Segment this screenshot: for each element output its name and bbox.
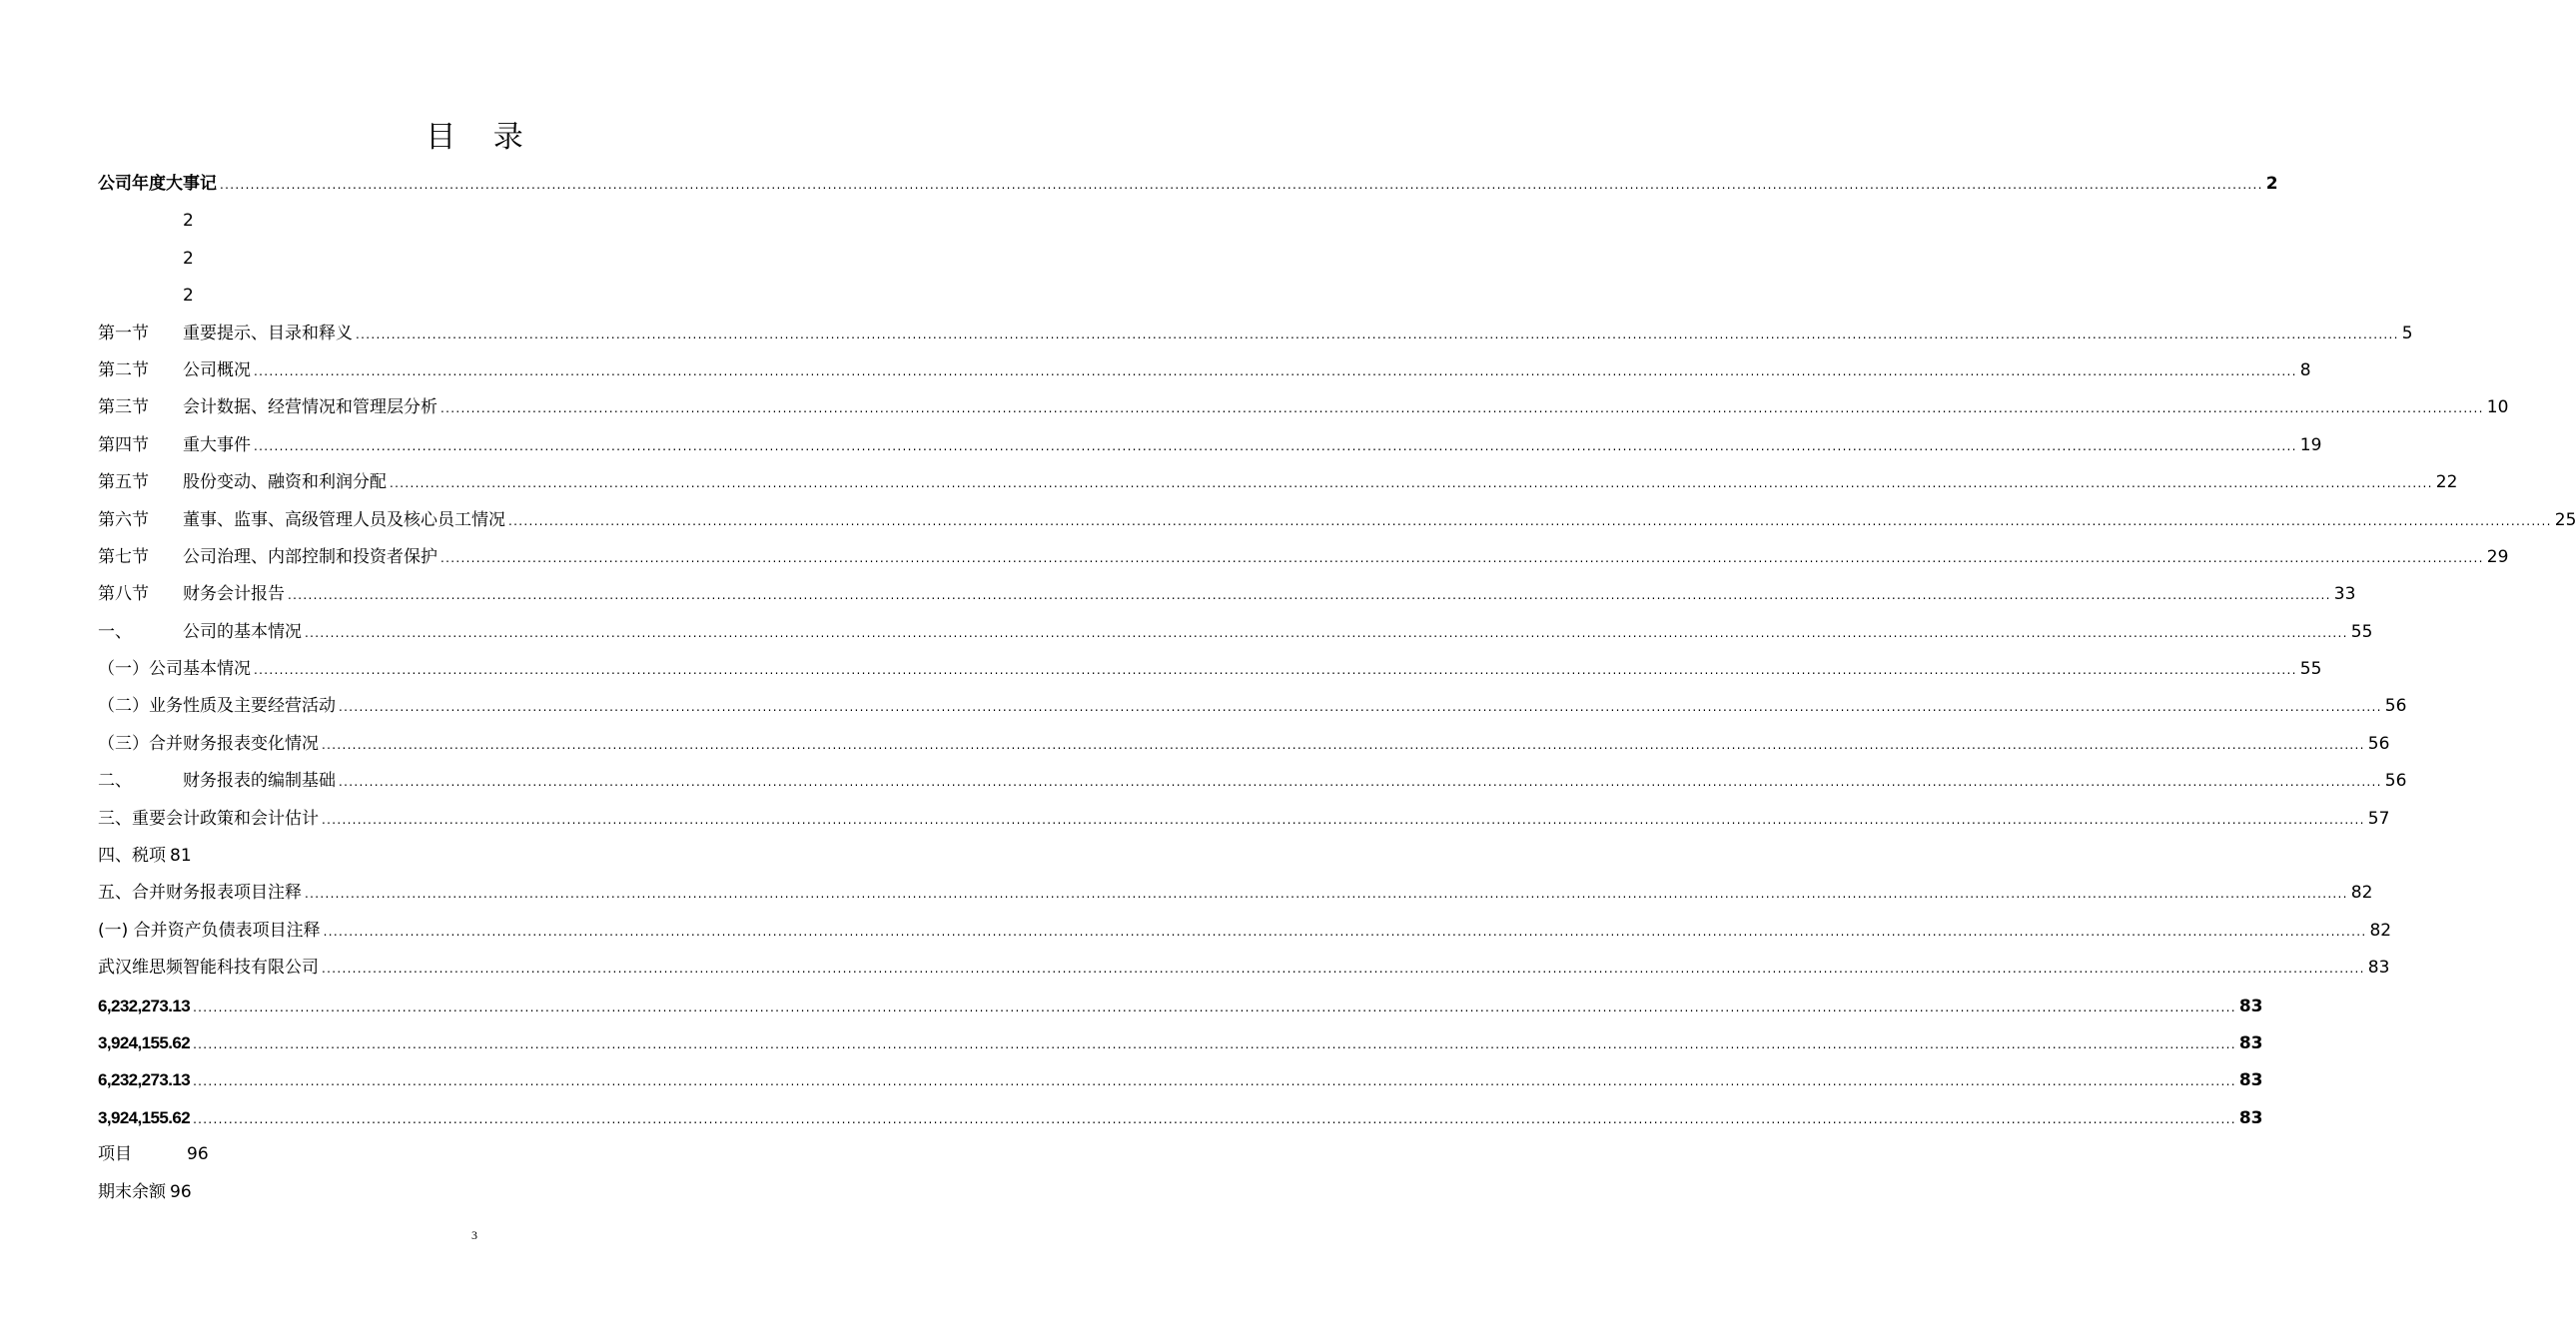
- toc-dot-leader: ................................................................................................................................................................................................................................................................................................................................................................................................................: [339, 775, 2382, 790]
- toc-entry-title: 6,232,273.13: [98, 996, 191, 1015]
- toc-entry-section: 项目: [98, 1144, 132, 1165]
- toc-entry-page: 19: [2299, 434, 2322, 455]
- toc-entry-page: 5: [2401, 323, 2413, 343]
- toc-entry-section: 第三节: [98, 397, 149, 418]
- toc-entry[interactable]: [98, 913, 2392, 950]
- table-of-contents: [98, 166, 2576, 1211]
- toc-entry-page: 55: [2299, 659, 2322, 680]
- toc-entry-title: 6,232,273.13: [98, 1070, 191, 1090]
- toc-entry-page: 2: [2265, 174, 2278, 194]
- toc-entry[interactable]: [98, 464, 2458, 501]
- toc-entry-title: 财务会计报告: [183, 584, 285, 605]
- toc-entry-title: 公司治理、内部控制和投资者保护: [183, 546, 437, 567]
- toc-entry-section: 二、: [98, 771, 132, 792]
- toc-entry-title: (一) 合并资产负债表项目注释: [98, 920, 321, 941]
- toc-entry[interactable]: [98, 614, 2373, 651]
- toc-entry[interactable]: [98, 1136, 850, 1173]
- toc-entry-title: 公司年度大事记: [98, 174, 217, 194]
- toc-entry[interactable]: [98, 726, 2390, 763]
- toc-dot-leader: ................................................................................................................................................................................................................................................................................................................................................................................................................: [440, 401, 2484, 416]
- toc-entry-section: 第二节: [98, 359, 149, 380]
- toc-entry-page: 96: [170, 1181, 192, 1202]
- toc-entry[interactable]: [98, 166, 2278, 203]
- toc-entry[interactable]: [98, 352, 2311, 389]
- toc-entry[interactable]: [98, 539, 2509, 576]
- toc-entry-page: 83: [2367, 958, 2390, 979]
- toc-entry-section: 第七节: [98, 546, 149, 567]
- toc-entry-page: 83: [2238, 996, 2263, 1016]
- toc-dot-leader: ................................................................................................................................................................................................................................................................................................................................................................................................................: [305, 887, 2348, 902]
- toc-entry-page: 25: [2554, 509, 2576, 530]
- toc-entry-title: （三）合并财务报表变化情况: [98, 733, 319, 754]
- toc-entry-page: 2: [183, 286, 194, 307]
- toc-entry[interactable]: [98, 241, 850, 278]
- toc-entry[interactable]: [98, 576, 2356, 613]
- toc-entry[interactable]: [98, 1024, 2263, 1061]
- toc-entry-page: 8: [2299, 359, 2311, 380]
- toc-entry-title: 三、重要会计政策和会计估计: [98, 808, 319, 829]
- toc-entry[interactable]: [98, 763, 2407, 800]
- toc-entry-section: 第一节: [98, 323, 149, 343]
- toc-entry[interactable]: [98, 950, 2390, 987]
- toc-entry-page: 29: [2486, 546, 2509, 567]
- toc-entry-section: 一、: [98, 621, 132, 642]
- toc-entry-title: （一）公司基本情况: [98, 659, 251, 680]
- toc-entry-title: 五、合并财务报表项目注释: [98, 883, 302, 904]
- toc-entry-page: 83: [2238, 1070, 2263, 1091]
- toc-dot-leader: ................................................................................................................................................................................................................................................................................................................................................................................................................: [390, 476, 2433, 491]
- toc-entry-title: （二）业务性质及主要经营活动: [98, 696, 336, 717]
- toc-entry[interactable]: [98, 502, 2576, 539]
- toc-entry[interactable]: [98, 988, 2263, 1024]
- toc-dot-leader: ................................................................................................................................................................................................................................................................................................................................................................................................................: [193, 1111, 2236, 1126]
- toc-entry-title: 股份变动、融资和利润分配: [183, 472, 387, 493]
- toc-entry-page: 83: [2238, 1107, 2263, 1128]
- toc-dot-leader: ................................................................................................................................................................................................................................................................................................................................................................................................................: [254, 663, 2297, 678]
- toc-entry-page: 56: [2384, 771, 2407, 792]
- toc-entry[interactable]: [98, 278, 850, 315]
- toc-entry-page: 33: [2333, 584, 2356, 605]
- toc-entry-page: 82: [2350, 883, 2373, 904]
- toc-dot-leader: ................................................................................................................................................................................................................................................................................................................................................................................................................: [288, 588, 2331, 603]
- toc-entry-page: 2: [183, 211, 194, 232]
- toc-entry-title: 财务报表的编制基础: [183, 771, 336, 792]
- toc-entry[interactable]: [98, 688, 2407, 725]
- toc-entry-section: 第六节: [98, 509, 149, 530]
- toc-dot-leader: ................................................................................................................................................................................................................................................................................................................................................................................................................: [193, 1074, 2236, 1089]
- toc-entry-page: 83: [2238, 1032, 2263, 1053]
- toc-dot-leader: ................................................................................................................................................................................................................................................................................................................................................................................................................: [339, 700, 2382, 715]
- toc-dot-leader: ................................................................................................................................................................................................................................................................................................................................................................................................................: [305, 625, 2348, 640]
- toc-entry-page: 96: [187, 1144, 209, 1165]
- toc-dot-leader: ................................................................................................................................................................................................................................................................................................................................................................................................................: [508, 513, 2552, 528]
- toc-entry[interactable]: [98, 1174, 850, 1211]
- toc-entry-page: 57: [2367, 808, 2390, 829]
- toc-entry-page: 56: [2384, 696, 2407, 717]
- toc-entry-title: 重大事件: [183, 434, 251, 455]
- toc-dot-leader: ................................................................................................................................................................................................................................................................................................................................................................................................................: [356, 327, 2399, 341]
- toc-entry[interactable]: [98, 875, 2373, 912]
- toc-entry-page: 82: [2369, 920, 2392, 941]
- toc-entry[interactable]: [98, 1099, 2263, 1136]
- toc-dot-leader: ................................................................................................................................................................................................................................................................................................................................................................................................................: [193, 1000, 2236, 1014]
- toc-entry-page: 22: [2435, 472, 2458, 493]
- toc-entry[interactable]: [98, 651, 2322, 688]
- toc-dot-leader: ................................................................................................................................................................................................................................................................................................................................................................................................................: [322, 812, 2365, 827]
- toc-entry[interactable]: [98, 389, 2509, 426]
- toc-dot-leader: ................................................................................................................................................................................................................................................................................................................................................................................................................: [440, 550, 2484, 565]
- toc-entry-page: 55: [2350, 621, 2373, 642]
- toc-dot-leader: ................................................................................................................................................................................................................................................................................................................................................................................................................: [220, 178, 2263, 192]
- toc-dot-leader: ................................................................................................................................................................................................................................................................................................................................................................................................................: [254, 438, 2297, 453]
- toc-entry-title: 3,924,155.62: [98, 1032, 191, 1052]
- toc-entry-title: 重要提示、目录和释义: [183, 323, 353, 343]
- toc-entry[interactable]: [98, 203, 850, 240]
- page-number: 3: [471, 1228, 477, 1242]
- toc-entry-section: 第五节: [98, 472, 149, 493]
- toc-entry-title: 3,924,155.62: [98, 1107, 191, 1127]
- toc-entry-section: 第四节: [98, 434, 149, 455]
- toc-entry-title: 期末余额: [98, 1181, 166, 1202]
- toc-entry-title: 会计数据、经营情况和管理层分析: [183, 397, 437, 418]
- toc-entry-section: 第八节: [98, 584, 149, 605]
- toc-dot-leader: ................................................................................................................................................................................................................................................................................................................................................................................................................: [322, 737, 2365, 752]
- toc-entry[interactable]: [98, 316, 2413, 352]
- toc-entry[interactable]: [98, 1061, 2263, 1098]
- toc-entry[interactable]: [98, 427, 2322, 464]
- toc-entry-title: 武汉维思频智能科技有限公司: [98, 958, 319, 979]
- toc-entry-title: 公司概况: [183, 359, 251, 380]
- toc-dot-leader: ................................................................................................................................................................................................................................................................................................................................................................................................................: [323, 924, 2367, 939]
- toc-entry-title: 董事、监事、高级管理人员及核心员工情况: [183, 509, 505, 530]
- toc-entry-title: 公司的基本情况: [183, 621, 302, 642]
- toc-entry[interactable]: [98, 838, 850, 875]
- toc-entry-page: 56: [2367, 733, 2390, 754]
- toc-entry-page: 2: [183, 248, 194, 269]
- toc-title: 目 录: [426, 120, 537, 155]
- toc-dot-leader: ................................................................................................................................................................................................................................................................................................................................................................................................................: [193, 1036, 2236, 1051]
- toc-entry-title: 四、税项: [98, 846, 166, 867]
- toc-entry-page: 10: [2486, 397, 2509, 418]
- toc-entry-page: 81: [170, 846, 192, 867]
- toc-entry[interactable]: [98, 801, 2390, 838]
- toc-dot-leader: ................................................................................................................................................................................................................................................................................................................................................................................................................: [322, 962, 2365, 977]
- toc-dot-leader: ................................................................................................................................................................................................................................................................................................................................................................................................................: [254, 363, 2297, 378]
